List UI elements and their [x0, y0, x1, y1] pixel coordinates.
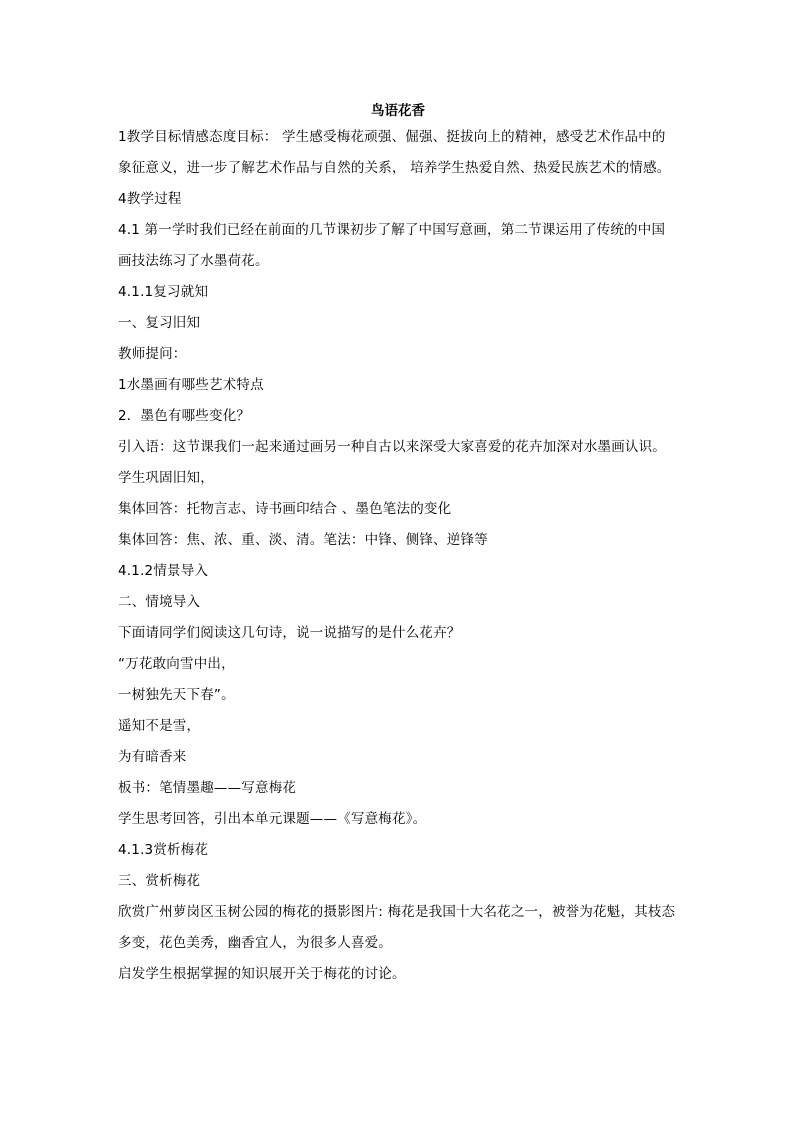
paragraph-students-review: 学生巩固旧知，	[118, 470, 214, 486]
question-2: 2．墨色有哪些变化？	[118, 408, 251, 424]
poem-line-4: 为有暗香来	[118, 749, 187, 765]
answer-1: 集体回答：托物言志、诗书画印结合 、墨色笔法的变化	[118, 501, 452, 517]
paragraph-poem-prompt: 下面请同学们阅读这几句诗，说一说描写的是什么花卉？	[118, 625, 461, 641]
poem-line-3: 遥知不是雪，	[118, 718, 201, 734]
heading-scene-intro: 4.1.2情景导入	[118, 563, 209, 579]
heading-appreciate-plum: 三、赏析梅花	[118, 873, 201, 889]
paragraph-first-period: 4.1 第一学时我们已经在前面的几节课初步了解了中国写意画，第二节课运用了传统的中国画技法练习了水墨荷花。	[118, 222, 666, 269]
paragraph-teacher-question: 教师提问：	[118, 346, 187, 362]
poem-line-2: 一树独先天下春”。	[118, 687, 235, 703]
paragraph-intro: 引入语：这节课我们一起来通过画另一种自古以来深受大家喜爱的花卉加深对水墨画认识。	[118, 439, 666, 455]
document-body	[118, 122, 678, 990]
paragraph-discussion: 启发学生根据掌握的知识展开关于梅花的讨论。	[118, 966, 406, 982]
document-title: 鸟语花香	[371, 103, 425, 119]
paragraph-photo-appreciation: 欣赏广州萝岗区玉树公园的梅花的摄影图片: 梅花是我国十大名花之一，被誉为花魁，其枝态多变，花色美秀，幽香宜人，为很多人喜爱。	[118, 904, 676, 951]
heading-review-old: 一、复习旧知	[118, 315, 201, 331]
answer-2: 集体回答：焦、浓、重、淡、清。笔法：中锋、侧锋、逆锋等	[118, 532, 488, 548]
heading-review: 4.1.1复习就知	[118, 284, 209, 300]
paragraph-blackboard: 板书：笔情墨趣——写意梅花	[118, 780, 297, 796]
document-page	[118, 100, 678, 990]
poem-line-1: “万花敢向雪中出，	[118, 656, 235, 672]
question-1: 1水墨画有哪些艺术特点	[118, 377, 264, 393]
paragraph-teaching-process: 4教学过程	[118, 191, 182, 207]
heading-appreciate: 4.1.3赏析梅花	[118, 842, 209, 858]
paragraph-topic: 学生思考回答，引出本单元课题——《写意梅花》。	[118, 811, 427, 827]
heading-situation-intro: 二、情境导入	[118, 594, 201, 610]
paragraph-teaching-goal: 1教学目标情感态度目标： 学生感受梅花顽强、倔强、挺拔向上的精神，感受艺术作品中的象征意义，进一步了解艺术作品与自然的关系， 培养学生热爱自然、热爱民族艺术的情感。	[118, 129, 671, 176]
